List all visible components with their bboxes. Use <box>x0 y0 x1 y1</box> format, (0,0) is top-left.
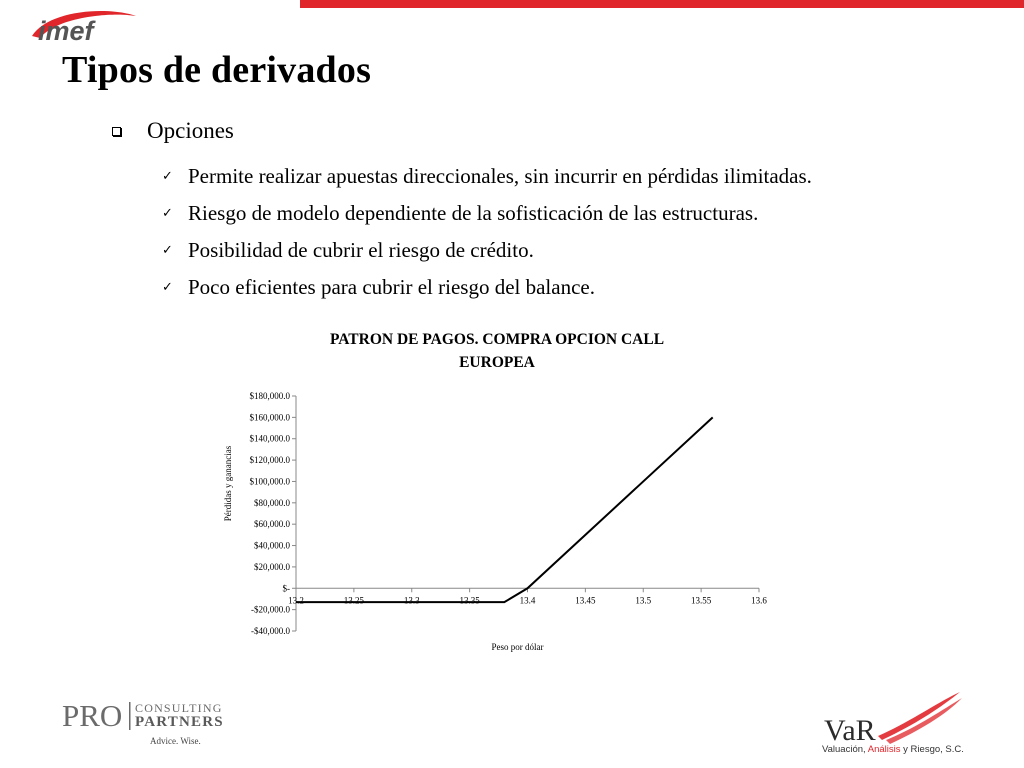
pro-logo-tagline: Advice. Wise. <box>150 736 201 746</box>
y-tick-label: $120,000.0 <box>249 455 290 466</box>
bullet-opciones-label: Opciones <box>147 118 234 143</box>
var-sub-suffix: y Riesgo, S.C. <box>900 744 964 755</box>
checkmark-icon: ✓ <box>162 243 173 258</box>
checkmark-icon: ✓ <box>162 280 173 295</box>
var-logo-text: VaR <box>824 714 876 747</box>
var-logo <box>820 688 1020 763</box>
check-item-text: Poco eficientes para cubrir el riesgo del balance. <box>188 275 595 299</box>
chart-title-line2: EUROPEA <box>459 354 535 371</box>
x-tick-label: 13.2 <box>288 595 304 606</box>
x-tick-label: 13.45 <box>575 595 596 606</box>
payoff-series-line <box>296 417 713 602</box>
check-item-text: Riesgo de modelo dependiente de la sofisticación de las estructuras. <box>188 201 759 225</box>
checkmark-icon: ✓ <box>162 169 173 184</box>
square-bullet-icon <box>112 127 121 136</box>
check-list <box>162 158 812 306</box>
x-tick-label: 13.35 <box>459 595 480 606</box>
top-accent-bar <box>300 0 1024 8</box>
x-tick-label: 13.4 <box>519 595 536 606</box>
check-item <box>162 158 812 195</box>
pro-logo-partners: PARTNERS <box>135 714 224 730</box>
y-tick-label: $160,000.0 <box>249 412 290 423</box>
x-tick-label: 13.55 <box>691 595 712 606</box>
y-tick-label: -$40,000.0 <box>251 626 290 636</box>
y-tick-label: $- <box>282 583 290 594</box>
y-axis-label: Pérdidas y ganancias <box>223 445 233 522</box>
chart-title-line1: PATRON DE PAGOS. COMPRA OPCION CALL <box>329 331 665 348</box>
y-tick-label: $20,000.0 <box>254 561 290 572</box>
pro-consulting-logo <box>62 698 242 753</box>
x-tick-label: 13.5 <box>635 595 652 606</box>
y-tick-label: $180,000.0 <box>249 391 290 401</box>
payoff-chart <box>210 320 790 660</box>
bullet-opciones <box>112 118 234 144</box>
y-tick-label: $80,000.0 <box>254 497 290 508</box>
x-tick-label: 13.3 <box>403 595 420 606</box>
y-tick-label: $100,000.0 <box>249 476 290 487</box>
imef-logo <box>28 6 140 53</box>
chart-plot <box>210 320 790 660</box>
pro-logo-word: PRO <box>62 698 123 733</box>
page-title: Tipos de derivados <box>62 49 372 91</box>
svg-text:Valuación, Análisis y Riesgo, <box>822 744 964 755</box>
imef-logo-text: imef <box>38 16 94 46</box>
pro-logo-consulting: CONSULTING <box>135 701 223 715</box>
x-tick-label: 13.25 <box>343 595 364 606</box>
checkmark-icon: ✓ <box>162 206 173 221</box>
y-tick-label: $60,000.0 <box>254 519 290 530</box>
var-sub-prefix: Valuación, <box>822 744 868 755</box>
x-tick-label: 13.6 <box>751 595 767 606</box>
check-item <box>162 269 812 306</box>
x-axis-label: Peso por dólar <box>491 642 544 652</box>
check-item-text: Posibilidad de cubrir el riesgo de crédito. <box>188 238 534 262</box>
y-tick-label: -$20,000.0 <box>251 604 290 615</box>
check-item <box>162 195 812 232</box>
check-item-text: Permite realizar apuestas direccionales, sin incurrir en pérdidas ilimitadas. <box>188 164 812 188</box>
check-item <box>162 232 812 269</box>
y-tick-label: $40,000.0 <box>254 540 290 551</box>
var-sub-accent: Análisis <box>867 744 901 755</box>
y-tick-label: $140,000.0 <box>249 433 290 444</box>
